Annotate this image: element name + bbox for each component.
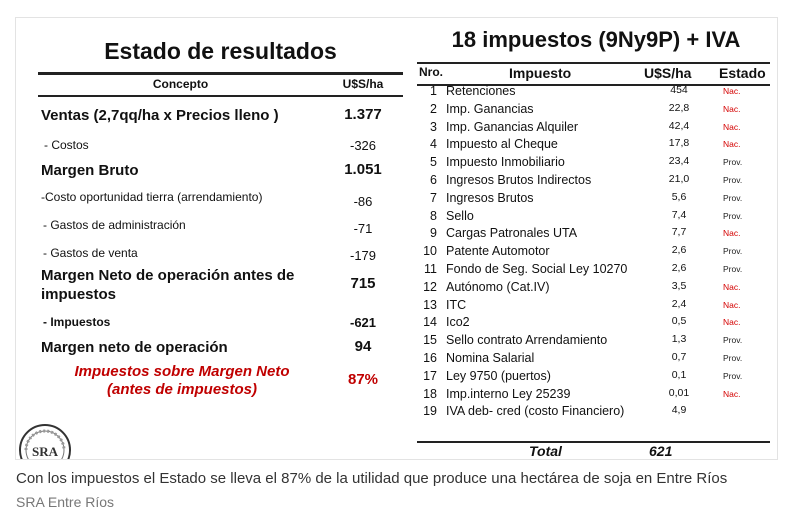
- image-credit: SRA Entre Ríos: [16, 494, 115, 510]
- tax-name: Impuesto Inmobiliario: [446, 155, 565, 170]
- tax-number: 12: [423, 279, 437, 294]
- tax-value: 2,6: [671, 244, 687, 257]
- tax-value: 2,6: [671, 262, 687, 274]
- tax-row: [417, 404, 770, 422]
- tax-status: Prov.: [723, 175, 743, 185]
- image-caption: Con los impuestos el Estado se lleva el 87% de la utilidad que produce una hectárea de soja en Entre Ríos: [16, 470, 728, 487]
- statement-value: -86: [353, 194, 373, 209]
- usd-column-header: U$S/ha: [342, 77, 384, 91]
- tax-number: 5: [430, 155, 437, 170]
- tax-status: Prov.: [723, 192, 743, 203]
- tax-value: 17,8: [668, 137, 690, 150]
- tax-status: Prov.: [723, 264, 743, 274]
- tax-row: [417, 369, 770, 387]
- taxes-title: 18 impuestos (9Ny9P) + IVA: [451, 27, 741, 52]
- tax-number: 11: [424, 262, 437, 276]
- statement-value: 715: [350, 275, 376, 292]
- tax-status: Prov.: [723, 353, 743, 363]
- impuesto-column-header: Impuesto: [509, 65, 572, 81]
- tax-status: Prov.: [723, 335, 743, 346]
- tax-value: 22,8: [668, 101, 690, 114]
- statement-value: -71: [353, 221, 373, 236]
- tax-value: 3,5: [671, 279, 687, 292]
- tax-row: [417, 351, 770, 369]
- income-statement-panel: [38, 18, 403, 458]
- tax-value: 0,5: [671, 315, 687, 328]
- tax-row: [417, 226, 770, 244]
- tax-name: Cargas Patronales UTA: [446, 226, 578, 241]
- taxes-header: [417, 62, 770, 86]
- tax-name: Patente Automotor: [446, 244, 550, 259]
- statement-label: - Gastos de venta: [43, 246, 138, 260]
- statement-value: 94: [354, 338, 372, 355]
- estado-column-header: Estado: [719, 65, 766, 81]
- tax-row: [417, 173, 770, 191]
- tax-number: 3: [430, 119, 437, 134]
- tax-row: [417, 244, 770, 262]
- tax-row: [417, 298, 770, 316]
- tax-value: 0,1: [671, 368, 687, 381]
- tax-row: [417, 84, 770, 102]
- tax-number: 17: [423, 368, 437, 383]
- concept-column-header: Concepto: [152, 77, 209, 91]
- tax-number: 6: [430, 173, 437, 187]
- tax-status: Nac.: [723, 281, 741, 292]
- tax-row: [417, 209, 770, 227]
- tax-value: 1,3: [671, 333, 687, 346]
- tax-status: Prov.: [723, 246, 743, 257]
- tax-status: Nac.: [723, 228, 741, 239]
- tax-number: 4: [430, 137, 437, 152]
- tax-number: 15: [423, 333, 437, 348]
- tax-name: Nomina Salarial: [446, 351, 535, 365]
- taxes-total-row: [417, 441, 770, 460]
- tax-value: 23,4: [668, 155, 690, 168]
- tax-name: Sello contrato Arrendamiento: [446, 333, 608, 348]
- tax-status: Nac.: [723, 86, 741, 96]
- slide-image: [15, 17, 778, 460]
- tax-name: Sello: [446, 208, 474, 223]
- tax-name: Ingresos Brutos Indirectos: [446, 173, 592, 187]
- tax-number: 13: [423, 297, 437, 312]
- tax-value: 2,4: [671, 297, 687, 310]
- usd-column-header: U$S/ha: [644, 65, 692, 81]
- tax-status: Nac.: [723, 121, 741, 132]
- tax-status: Nac.: [723, 299, 741, 310]
- tax-status: Nac.: [723, 139, 741, 150]
- tax-name: Ley 9750 (puertos): [446, 368, 551, 383]
- tax-name: Impuesto al Cheque: [446, 137, 558, 152]
- tax-number: 8: [430, 208, 437, 223]
- sra-logo: [18, 423, 72, 460]
- tax-name: Retenciones: [446, 84, 516, 98]
- tax-number: 14: [423, 315, 437, 330]
- tax-row: [417, 102, 770, 120]
- tax-name: Autónomo (Cat.IV): [446, 279, 550, 294]
- tax-name: Ingresos Brutos: [446, 190, 534, 205]
- tax-number: 1: [430, 84, 437, 98]
- tax-name: Fondo de Seg. Social Ley 10270: [446, 262, 628, 276]
- tax-number: 10: [423, 244, 437, 259]
- tax-row: [417, 155, 770, 173]
- statement-label: Impuestos sobre Margen Neto (antes de impuestos): [74, 363, 290, 398]
- tax-name: ITC: [446, 297, 467, 312]
- statement-label: - Costos: [44, 138, 89, 152]
- tax-name: Imp. Ganancias: [446, 101, 534, 116]
- nro-column-header: Nro.: [419, 65, 443, 79]
- tax-value: 21,0: [668, 173, 690, 185]
- tax-name: Imp. Ganancias Alquiler: [446, 119, 579, 134]
- statement-value: -326: [349, 138, 377, 153]
- tax-status: Nac.: [723, 317, 741, 328]
- tax-row: [417, 191, 770, 209]
- statement-label: -Costo oportunidad tierra (arrendamiento): [41, 190, 263, 204]
- tax-status: Prov.: [723, 157, 743, 168]
- tax-row: [417, 137, 770, 155]
- tax-number: 7: [430, 190, 437, 205]
- tax-value: 4,9: [671, 404, 687, 417]
- tax-value: 7,4: [671, 208, 687, 221]
- statement-value: 1.051: [344, 161, 382, 178]
- tax-status: Nac.: [723, 388, 741, 399]
- tax-value: 7,7: [671, 226, 687, 239]
- tax-row: [417, 120, 770, 138]
- tax-number: 16: [423, 351, 437, 365]
- tax-row: [417, 280, 770, 298]
- statement-value: 1.377: [344, 106, 382, 123]
- statement-label: Ventas (2,7qq/ha x Precios lleno ): [41, 107, 279, 124]
- tax-name: IVA deb- cred (costo Financiero): [446, 404, 625, 419]
- tax-status: Prov.: [723, 370, 743, 381]
- tax-name: Ico2: [446, 315, 470, 330]
- total-value: 621: [649, 443, 673, 459]
- statement-value: -179: [349, 248, 377, 263]
- tax-number: 9: [430, 226, 437, 241]
- tax-row: [417, 262, 770, 280]
- statement-label: Margen neto de operación: [41, 339, 228, 356]
- statement-label: Margen Neto de operación antes de impuestos: [41, 267, 295, 303]
- tax-status: Prov.: [723, 210, 743, 221]
- tax-number: 2: [430, 101, 437, 116]
- tax-value: 0,01: [668, 386, 690, 399]
- tax-number: 18: [423, 386, 437, 401]
- tax-number: 19: [423, 404, 437, 419]
- tax-value: 0,7: [671, 351, 687, 363]
- tax-row: [417, 315, 770, 333]
- statement-label: Margen Bruto: [41, 162, 139, 179]
- statement-value: 87%: [347, 371, 379, 388]
- income-statement-header: [38, 72, 403, 97]
- income-statement-title: Estado de resultados: [104, 38, 337, 64]
- tax-row: [417, 333, 770, 351]
- taxes-panel: [413, 18, 778, 458]
- total-label: Total: [529, 443, 562, 459]
- tax-value: 5,6: [671, 190, 687, 203]
- tax-value: 42,4: [668, 119, 690, 132]
- tax-name: Imp.interno Ley 25239: [446, 386, 571, 401]
- tax-status: Nac.: [723, 103, 741, 114]
- logo-text: SRA: [31, 444, 59, 459]
- statement-label: - Gastos de administración: [43, 218, 186, 232]
- tax-value: 454: [670, 84, 688, 96]
- statement-label: - Impuestos: [43, 315, 111, 329]
- tax-row: [417, 387, 770, 405]
- statement-value: -621: [349, 315, 377, 330]
